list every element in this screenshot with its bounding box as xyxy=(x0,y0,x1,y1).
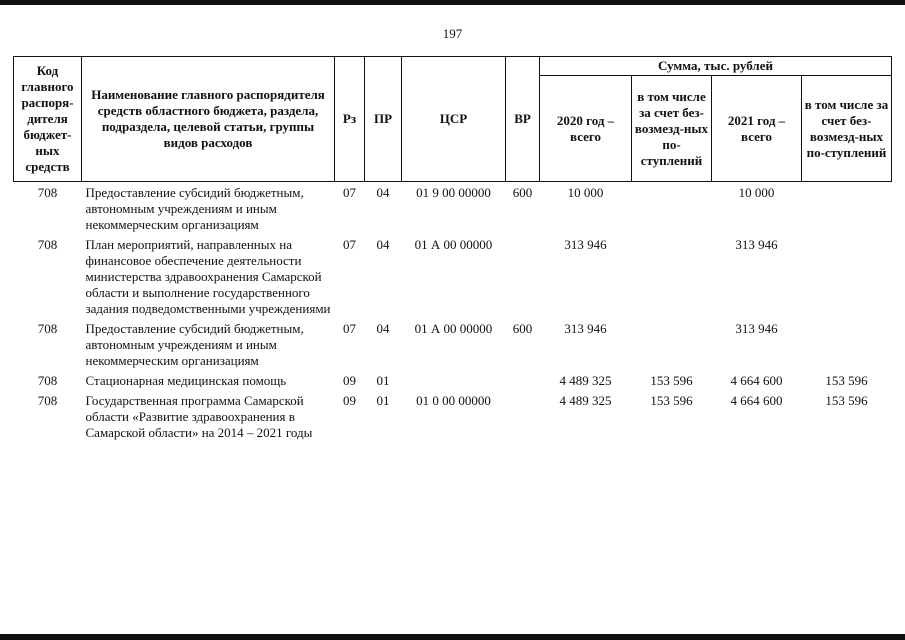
cell-pr: 04 xyxy=(376,237,390,252)
cell-vr xyxy=(506,237,540,321)
table-row xyxy=(14,393,892,445)
header-name: Наименование главного распорядителя средств областного бюджета, раздела, подраздела, целевой статьи, группы видов расходов xyxy=(82,57,335,182)
cell-2020-total: 4 489 325 xyxy=(559,373,612,388)
cell-name: План мероприятий, направленных на финансовое обеспечение деятельности министерства здравоохранения Самарской области и выполнение государственного задания подведомственными учреждениями xyxy=(85,237,331,316)
cell-csr: 01 0 00 00000 xyxy=(416,393,491,408)
cell-2020-bv xyxy=(632,182,712,238)
cell-2020-bv: 153 596 xyxy=(650,373,693,388)
cell-2021-total: 4 664 600 xyxy=(730,373,783,388)
page-number: 197 xyxy=(442,26,463,41)
cell-2021-total: 313 946 xyxy=(735,237,778,252)
cell-name: Предоставление субсидий бюджетным, автономным учреждениям и иным некоммерческим организациям xyxy=(85,185,304,232)
header-rz: Рз xyxy=(335,57,365,182)
cell-2021-total: 4 664 600 xyxy=(730,393,783,408)
table-row xyxy=(14,321,892,373)
bottom-border xyxy=(0,634,905,640)
cell-vr: 600 xyxy=(512,185,533,200)
cell-kod: 708 xyxy=(37,185,58,200)
cell-vr xyxy=(506,393,540,445)
cell-2020-total: 313 946 xyxy=(564,237,607,252)
header-2021-total: 2021 год – всего xyxy=(712,76,802,182)
cell-2021-bv xyxy=(802,237,892,321)
cell-kod: 708 xyxy=(37,321,58,336)
cell-csr: 01 9 00 00000 xyxy=(416,185,491,200)
cell-2020-total: 313 946 xyxy=(564,321,607,336)
cell-2020-bv: 153 596 xyxy=(650,393,693,408)
header-2020-total: 2020 год – всего xyxy=(540,76,632,182)
cell-name: Стационарная медицинская помощь xyxy=(85,373,287,388)
table-row xyxy=(14,237,892,321)
cell-rz: 07 xyxy=(343,185,356,200)
cell-csr: 01 А 00 00000 xyxy=(414,237,493,252)
top-border xyxy=(0,0,905,5)
cell-name: Предоставление субсидий бюджетным, автономным учреждениям и иным некоммерческим организациям xyxy=(85,321,304,368)
cell-2020-total: 4 489 325 xyxy=(559,393,612,408)
table-row xyxy=(14,373,892,393)
header-kod: Код главного распоря-дителя бюджет-ных средств xyxy=(14,57,82,182)
cell-name: Государственная программа Самарской области «Развитие здравоохранения в Самарской области» на 2014 – 2021 годы xyxy=(85,393,313,440)
header-2021-bv: в том числе за счет без-возмезд-ных по-ступлений xyxy=(802,76,892,182)
cell-2021-bv xyxy=(802,182,892,238)
budget-table xyxy=(13,56,892,445)
cell-csr xyxy=(402,373,506,393)
header-2020-bv: в том числе за счет без-возмезд-ных по-ступлений xyxy=(632,76,712,182)
cell-pr: 01 xyxy=(376,393,390,408)
cell-pr: 04 xyxy=(376,321,390,336)
cell-rz: 07 xyxy=(343,237,356,252)
cell-kod: 708 xyxy=(37,373,58,388)
header-vr: ВР xyxy=(506,57,540,182)
cell-vr xyxy=(506,373,540,393)
cell-kod: 708 xyxy=(37,393,58,408)
cell-2020-bv xyxy=(632,321,712,373)
header-csr: ЦСР xyxy=(402,57,506,182)
cell-2020-bv xyxy=(632,237,712,321)
cell-rz: 09 xyxy=(343,393,356,408)
cell-2021-total: 10 000 xyxy=(738,185,775,200)
cell-pr: 01 xyxy=(376,373,390,388)
table-row xyxy=(14,182,892,238)
header-summa: Сумма, тыс. рублей xyxy=(540,57,892,76)
cell-pr: 04 xyxy=(376,185,390,200)
cell-2020-total: 10 000 xyxy=(567,185,604,200)
cell-rz: 07 xyxy=(343,321,356,336)
cell-kod: 708 xyxy=(37,237,58,252)
cell-csr: 01 А 00 00000 xyxy=(414,321,493,336)
cell-2021-total: 313 946 xyxy=(735,321,778,336)
cell-2021-bv: 153 596 xyxy=(825,393,868,408)
cell-2021-bv: 153 596 xyxy=(825,373,868,388)
cell-vr: 600 xyxy=(512,321,533,336)
cell-2021-bv xyxy=(802,321,892,373)
header-pr: ПР xyxy=(365,57,402,182)
cell-rz: 09 xyxy=(343,373,356,388)
